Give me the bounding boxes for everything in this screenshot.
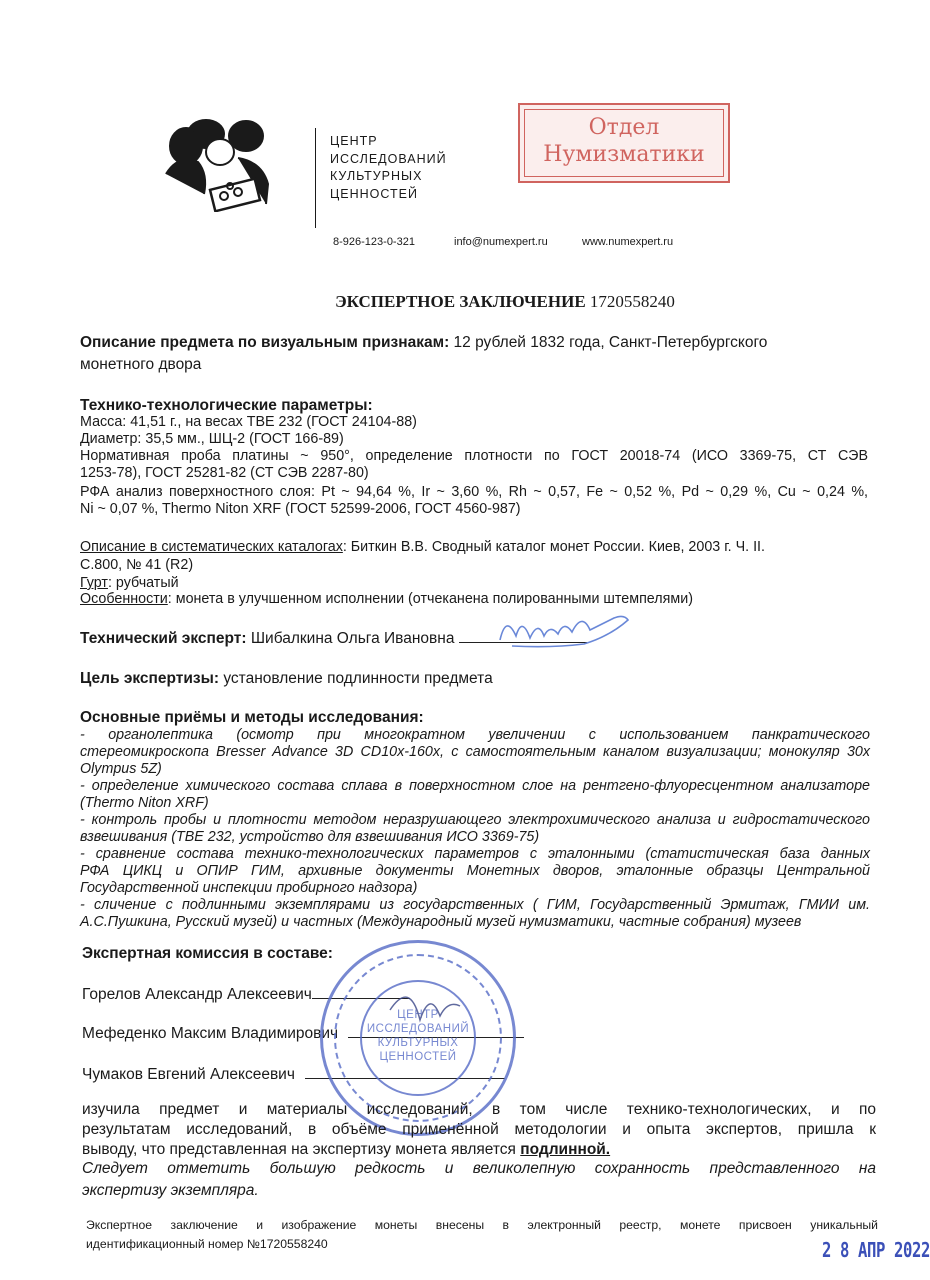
methods-line: - определение химического состава сплава в поверхностном слое на рентгено-флуоресцентном анализаторе: [80, 778, 870, 794]
seal-line: ЦЕНТР: [397, 1009, 439, 1021]
document-number: 1720558240: [589, 292, 675, 311]
document-title: [0, 292, 930, 312]
tech-expert-name: Шибалкина Ольга Ивановна: [250, 630, 455, 647]
goal-line: [80, 669, 493, 688]
description-text: 12 рублей 1832 года, Санкт-Петербургского: [453, 334, 768, 351]
signature-scribble: [492, 606, 632, 652]
department-stamp-line: Отдел: [588, 115, 660, 140]
methods-line: взвешивания (ТВЕ 232, устройство для взвешивания ИСО 3369-75): [80, 829, 540, 845]
commission-heading: Экспертная комиссия в составе:: [82, 945, 333, 962]
methods-line: Государственной инспекции пробирного надзора): [80, 880, 418, 896]
goal-label: Цель экспертизы:: [80, 670, 220, 687]
tech-purity-cont: 1253-78), ГОСТ 25281-82 (СТ СЭВ 2287-80): [80, 465, 369, 481]
catalog-label: Описание в систематических каталогах: [80, 539, 343, 555]
tech-mass: Масса: 41,51 г., на весах ТВЕ 232 (ГОСТ 24104-88): [80, 414, 417, 430]
tech-expert-label: Технический эксперт:: [80, 630, 247, 647]
methods-heading: Основные приёмы и методы исследования:: [80, 709, 424, 726]
department-stamp-inner: [524, 109, 724, 177]
contact-website: www.numexpert.ru: [582, 236, 674, 248]
seal-line: КУЛЬТУРНЫХ: [377, 1037, 459, 1049]
conclusion-line: выводу, что представленная на экспертизу монета является: [82, 1141, 516, 1158]
header-divider: [315, 128, 316, 228]
department-stamp: [518, 103, 730, 183]
methods-line: РФА ЦИКЦ и ОПИР ГИМ, архивные документы Монетных дворов, эталонные образцы Центральной: [80, 863, 870, 879]
conclusion-line: результатам исследований, в объёме применённой методологии и опыта экспертов, пришла к: [82, 1121, 876, 1138]
seal-line: ЦЕННОСТЕЙ: [379, 1051, 457, 1063]
methods-line: - органолептика (осмотр при многократном увеличении с использованием панкратического: [80, 727, 870, 743]
description-text-cont: монетного двора: [80, 356, 202, 373]
tech-xrf-cont: Ni ~ 0,07 %, Thermo Niton XRF (ГОСТ 52599-2006, ГОСТ 4560-987): [80, 501, 521, 517]
features-text: : монета в улучшенном исполнении (отчеканена полированными штемпелями): [167, 591, 693, 607]
tech-xrf: РФА анализ поверхностного слоя: Pt ~ 94,64 %, Ir ~ 3,60 %, Rh ~ 0,57, Fe ~ 0,52 %, Pd ~ 0,29 %, Cu ~ 0,24 %,: [80, 484, 868, 500]
edge-line: [80, 575, 179, 592]
catalog-line: [80, 539, 765, 556]
conclusion-note: Следует отметить большую редкость и великолепную сохранность представленного на: [82, 1160, 876, 1177]
org-line: ИССЛЕДОВАНИЙ: [330, 151, 447, 166]
contact-email: info@numexpert.ru: [454, 236, 548, 248]
edge-label: Гурт: [80, 575, 108, 591]
methods-line: - сличение с подлинными экземплярами из государственных ( ГИМ, Государственный Эрмитаж, ГМИИ им.: [80, 897, 870, 913]
description-label: Описание предмета по визуальным признакам:: [80, 334, 450, 351]
date-stamp: 2 8 АПР 2022: [822, 1238, 930, 1262]
document-title-label: ЭКСПЕРТНОЕ ЗАКЛЮЧЕНИЕ: [335, 292, 586, 311]
goal-text: установление подлинности предмета: [223, 670, 493, 687]
catalog-text-cont: С.800, № 41 (R2): [80, 557, 194, 573]
org-line: ЦЕНТР: [330, 134, 378, 148]
methods-line: А.С.Пушкина, Русский музей) и частных (Международный музей нумизматики, частные собрания) музеев: [80, 914, 802, 930]
seal-line: ИССЛЕДОВАНИЙ: [366, 1023, 470, 1035]
logo-illustration: [158, 104, 276, 212]
commission-member-name: Горелов Александр Алексеевич: [82, 986, 312, 1003]
conclusion-verdict: подлинной.: [520, 1141, 611, 1158]
org-line: ЦЕННОСТЕЙ: [330, 186, 418, 201]
description-line: [80, 333, 767, 352]
conclusion-line: изучила предмет и материалы исследований, в том числе технико-технологических, и по: [82, 1101, 876, 1118]
methods-line: (Thermo Niton XRF): [80, 795, 209, 811]
footer-line-cont: идентификационный номер №1720558240: [86, 1237, 328, 1251]
features-label: Особенности: [80, 591, 168, 607]
org-name: [330, 133, 447, 203]
conclusion-note-cont: экспертизу экземпляра.: [82, 1182, 259, 1199]
catalog-text: : Биткин В.В. Сводный каталог монет России. Киев, 2003 г. Ч. II.: [342, 539, 766, 555]
department-stamp-line: Нумизматики: [543, 142, 705, 167]
org-line: КУЛЬТУРНЫХ: [330, 169, 423, 183]
methods-line: Olympus 5Z): [80, 761, 162, 777]
contact-phone: 8-926-123-0-321: [333, 236, 415, 248]
commission-member-name: Чумаков Евгений Алексеевич: [82, 1066, 295, 1083]
commission-member-name: Мефеденко Максим Владимирович: [82, 1025, 339, 1042]
tech-heading: Технико-технологические параметры:: [80, 397, 373, 414]
footer-line: Экспертное заключение и изображение монеты внесены в электронный реестр, монете присвоен уникальный: [86, 1218, 878, 1232]
tech-purity: Нормативная проба платины ~ 950°, определение плотности по ГОСТ 20018-74 (ИСО 3369-75, СТ СЭВ: [80, 448, 868, 464]
edge-text: : рубчатый: [107, 575, 179, 591]
tech-diameter: Диаметр: 35,5 мм., ШЦ-2 (ГОСТ 166-89): [80, 431, 344, 447]
methods-line: стереомикроскопа Bresser Advance 3D CD10x-160x, с самостоятельным каналом визуализации; монокуляр 30x: [80, 744, 870, 760]
conclusion-verdict-line: [82, 1140, 610, 1159]
methods-line: - сравнение состава технико-технологических параметров с эталонными (статистическая база данных: [80, 846, 870, 862]
methods-line: - контроль пробы и плотности методом неразрушающего электрохимического анализа и гидростатического: [80, 812, 870, 828]
